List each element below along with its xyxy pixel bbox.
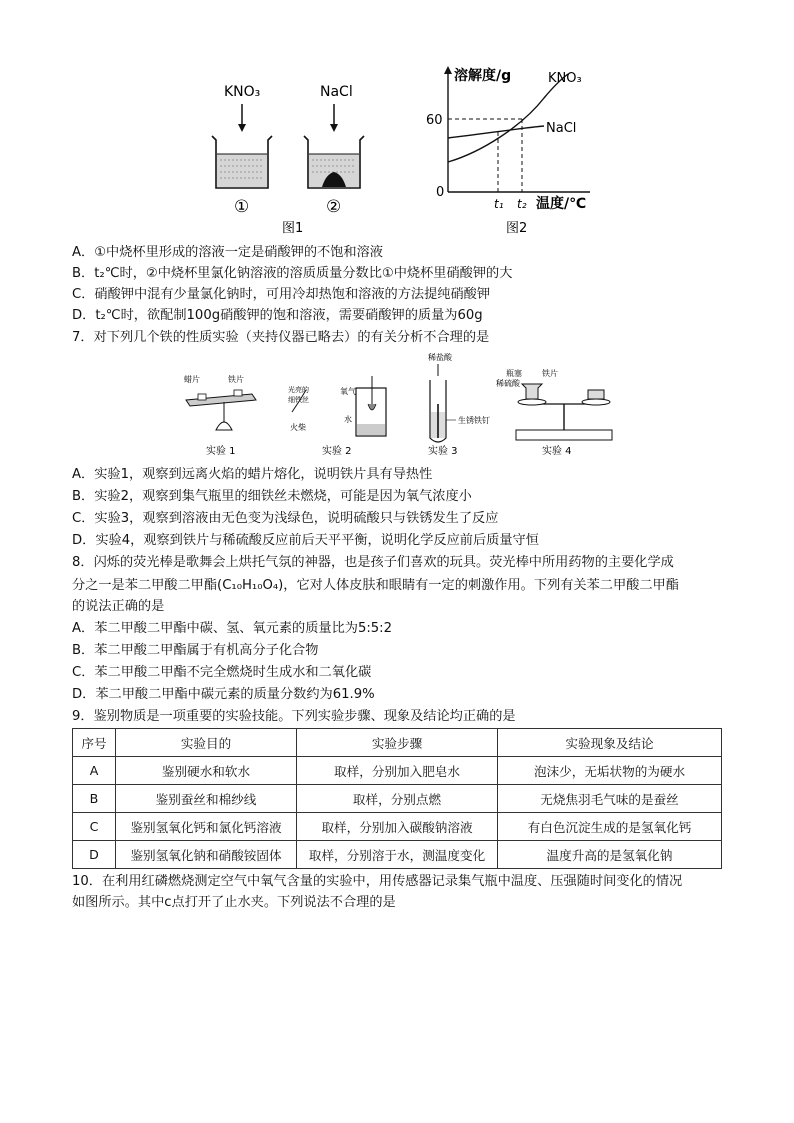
table-cell: A <box>73 757 116 785</box>
iron-sheet-4-label: 铁片 <box>542 369 558 378</box>
q10-stem-line-1: 10．在利用红磷燃烧测定空气中氧气含量的实验中，用传感器记录集气瓶中温度、压强随时间变化的情况 <box>72 874 683 889</box>
q7-option-d: D．实验4，观察到铁片与稀硫酸反应前后天平平衡，说明化学反应前后质量守恒 <box>72 533 539 548</box>
table-cell: 有白色沉淀生成的是氢氧化钙 <box>498 813 722 841</box>
table-row <box>73 785 722 813</box>
y-tick-0: 0 <box>436 185 445 200</box>
q8-stem-line-1: 8．闪烁的荧光棒是歌舞会上烘托气氛的神器，也是孩子们喜欢的玩具。荧光棒中所用药物的主要化学成 <box>72 555 674 570</box>
nacl-label: NaCl <box>320 84 353 100</box>
q8-option-b: B．苯二甲酸二甲酯属于有机高分子化合物 <box>72 643 319 658</box>
table-header-cell: 实验现象及结论 <box>498 729 722 757</box>
table-cell: 鉴别氢氧化钠和硝酸铵固体 <box>116 841 297 869</box>
experiment-4-drawing <box>496 368 612 457</box>
experiment-1-drawing <box>184 374 256 457</box>
exp3-label: 实验 3 <box>428 446 458 457</box>
exp4-label: 实验 4 <box>542 446 572 457</box>
hcl-label: 稀盐酸 <box>428 353 452 362</box>
q6-option-d: D．t₂℃时，欲配制100g硝酸钾的饱和溶液，需要硝酸钾的质量为60g <box>72 308 483 323</box>
x-axis-label: 温度/℃ <box>536 196 587 212</box>
q6-option-c: C．硝酸钾中混有少量氯化钠时，可用冷却热饱和溶液的方法提纯硝酸钾 <box>72 287 491 302</box>
q6-option-a: A．①中烧杯里形成的溶液一定是硝酸钾的不饱和溶液 <box>72 245 383 260</box>
table-cell: D <box>73 841 116 869</box>
exp2-label: 实验 2 <box>322 446 352 457</box>
q7-option-b: B．实验2，观察到集气瓶里的细铁丝未燃烧，可能是因为氧气浓度小 <box>72 489 472 504</box>
kno3-label: KNO₃ <box>224 84 261 100</box>
wire-label-1: 光亮的 <box>288 386 309 394</box>
q8-option-c: C．苯二甲酸二甲酯不完全燃烧时生成水和二氧化碳 <box>72 665 372 680</box>
table-cell: 鉴别氢氧化钙和氯化钙溶液 <box>116 813 297 841</box>
q9-stem: 9．鉴别物质是一项重要的实验技能。下列实验步骤、现象及结论均正确的是 <box>72 709 516 724</box>
kno3-curve <box>448 74 568 162</box>
rusty-nail-label: 生锈铁钉 <box>458 416 490 425</box>
beaker-1-label: ① <box>234 197 250 217</box>
q8-stem-line-2: 分之一是苯二甲酸二甲酯(C₁₀H₁₀O₄)，它对人体皮肤和眼睛有一定的刺激作用。下列有关苯二甲酸二甲酯 <box>72 578 679 593</box>
experiment-2-drawing <box>288 376 386 457</box>
q6-option-b: B．t₂℃时，②中烧杯里氯化钠溶液的溶质质量分数比①中烧杯里硝酸钾的大 <box>72 266 513 281</box>
table-cell: 鉴别蚕丝和棉纱线 <box>116 785 297 813</box>
q8-option-a: A．苯二甲酸二甲酯中碳、氢、氧元素的质量比为5:5:2 <box>72 621 393 636</box>
oxygen-label: 氧气 <box>340 387 356 396</box>
nacl-series-label: NaCl <box>546 121 577 136</box>
table-cell: B <box>73 785 116 813</box>
table-header-cell: 实验步骤 <box>297 729 498 757</box>
kno3-series-label: KNO₃ <box>548 71 582 86</box>
q10-stem-line-2: 如图所示。其中c点打开了止水夹。下列说法不合理的是 <box>72 895 396 910</box>
q7-stem: 7．对下列几个铁的性质实验（夹持仪器已略去）的有关分析不合理的是 <box>72 330 490 345</box>
water-label: 水 <box>344 415 352 424</box>
q7-option-a: A．实验1，观察到远离火焰的蜡片熔化，说明铁片具有导热性 <box>72 467 433 482</box>
figure-2-solubility-chart <box>422 60 602 240</box>
q9-table <box>72 728 722 869</box>
table-header-row <box>73 729 722 757</box>
exp1-label: 实验 1 <box>206 446 236 457</box>
beaker-1 <box>212 136 272 188</box>
table-cell: 取样，分别加入肥皂水 <box>297 757 498 785</box>
table-row <box>73 757 722 785</box>
y-tick-60: 60 <box>426 113 443 128</box>
match-label: 火柴 <box>290 423 306 432</box>
nacl-curve <box>448 126 544 138</box>
sulfuric-acid-label: 稀硫酸 <box>496 379 520 388</box>
table-cell: 取样，分别加入碳酸钠溶液 <box>297 813 498 841</box>
table-header-cell: 序号 <box>73 729 116 757</box>
q7-option-c: C．实验3，观察到溶液由无色变为浅绿色，说明硫酸只与铁锈发生了反应 <box>72 511 499 526</box>
beaker-2-label: ② <box>326 197 342 217</box>
iron-sheet-label: 铁片 <box>228 375 244 384</box>
table-cell: 温度升高的是氢氧化钠 <box>498 841 722 869</box>
wire-label-2: 细铁丝 <box>288 396 309 404</box>
figure-q7-experiments <box>176 350 622 462</box>
table-row <box>73 813 722 841</box>
table-cell: 泡沫少，无垢状物的为硬水 <box>498 757 722 785</box>
table-cell: C <box>73 813 116 841</box>
q8-stem-line-3: 的说法正确的是 <box>72 599 165 614</box>
table-row <box>73 841 722 869</box>
table-cell: 取样，分别点燃 <box>297 785 498 813</box>
figure-2-caption: 图2 <box>506 221 528 236</box>
q8-option-d: D．苯二甲酸二甲酯中碳元素的质量分数约为61.9% <box>72 687 375 702</box>
table-cell: 鉴别硬水和软水 <box>116 757 297 785</box>
beaker-2 <box>304 136 364 188</box>
stopper-label: 瓶塞 <box>506 369 522 378</box>
y-axis-label: 溶解度/g <box>454 68 512 84</box>
x-tick-t1: t₁ <box>494 197 504 211</box>
experiment-3-drawing <box>428 352 490 457</box>
figure-1-beakers <box>200 60 430 240</box>
table-header-cell: 实验目的 <box>116 729 297 757</box>
table-cell: 无烧焦羽毛气味的是蚕丝 <box>498 785 722 813</box>
table-cell: 取样，分别溶于水，测温度变化 <box>297 841 498 869</box>
x-tick-t2: t₂ <box>517 197 527 211</box>
figure-1-caption: 图1 <box>282 221 304 236</box>
wax-label: 蜡片 <box>184 375 200 384</box>
